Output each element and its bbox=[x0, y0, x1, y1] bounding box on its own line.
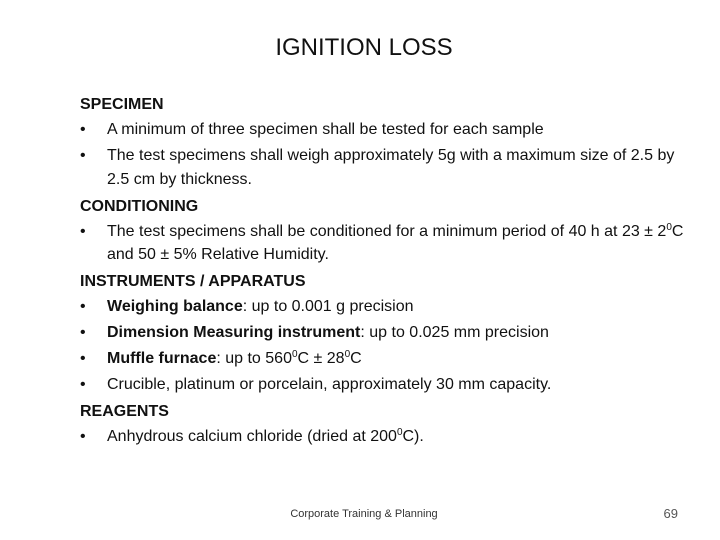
degree-superscript: 0 bbox=[291, 349, 298, 360]
bullet-icon: • bbox=[80, 147, 86, 164]
bullet-icon: • bbox=[80, 428, 86, 445]
bullet-icon: • bbox=[80, 324, 86, 341]
item-text: Anhydrous calcium chloride (dried at $200^0C$). bbox=[107, 427, 424, 445]
item-text: Weighing balance: up to 0.001 g precision bbox=[107, 298, 414, 315]
section-heading-specimen: SPECIMEN bbox=[80, 96, 164, 113]
section-heading-reagents: REAGENTS bbox=[80, 403, 169, 420]
degree-superscript: 0 bbox=[666, 221, 672, 233]
degree-superscript: 0 bbox=[396, 427, 403, 438]
bullet-icon: • bbox=[80, 376, 86, 393]
instruments-item-3 bbox=[80, 347, 700, 371]
item-text: The test specimens shall weigh approximately 5g with a maximum size of 2.5 by 2.5 cm by thickness. bbox=[107, 147, 675, 188]
item-text: A minimum of three specimen shall be tested for each sample bbox=[107, 121, 544, 138]
bullet-icon: • bbox=[80, 298, 86, 315]
instruments-item-2 bbox=[80, 321, 700, 345]
footer-text: Corporate Training & Planning bbox=[290, 508, 438, 520]
specimen-item-2 bbox=[80, 144, 700, 191]
page-title: IGNITION LOSS bbox=[275, 34, 453, 61]
reagents-item-1 bbox=[80, 425, 700, 449]
instruments-item-1 bbox=[80, 295, 700, 319]
bullet-icon: • bbox=[80, 222, 86, 240]
degree-superscript: 0 bbox=[344, 349, 351, 360]
item-text: Dimension Measuring instrument: up to 0.025 mm precision bbox=[107, 324, 549, 341]
section-heading-instruments: INSTRUMENTS / APPARATUS bbox=[80, 273, 306, 290]
specimen-item-1 bbox=[80, 118, 700, 142]
item-text: Muffle furnace: up to $560^0C \pm 28^0C$ bbox=[107, 349, 362, 367]
instruments-item-4 bbox=[80, 373, 700, 397]
bullet-icon: • bbox=[80, 121, 86, 138]
conditioning-item-1 bbox=[80, 220, 700, 267]
slide-content bbox=[80, 92, 700, 451]
section-heading-conditioning: CONDITIONING bbox=[80, 197, 199, 215]
bullet-icon: • bbox=[80, 350, 86, 367]
item-text: The test specimens shall be conditioned for a minimum period of 40 h at $23 \pm 2^0C$ and 50 ± 5% Relative Humidity. bbox=[107, 221, 684, 263]
page-number: 69 bbox=[663, 506, 678, 521]
item-text: Crucible, platinum or porcelain, approximately 30 mm capacity. bbox=[107, 376, 552, 393]
